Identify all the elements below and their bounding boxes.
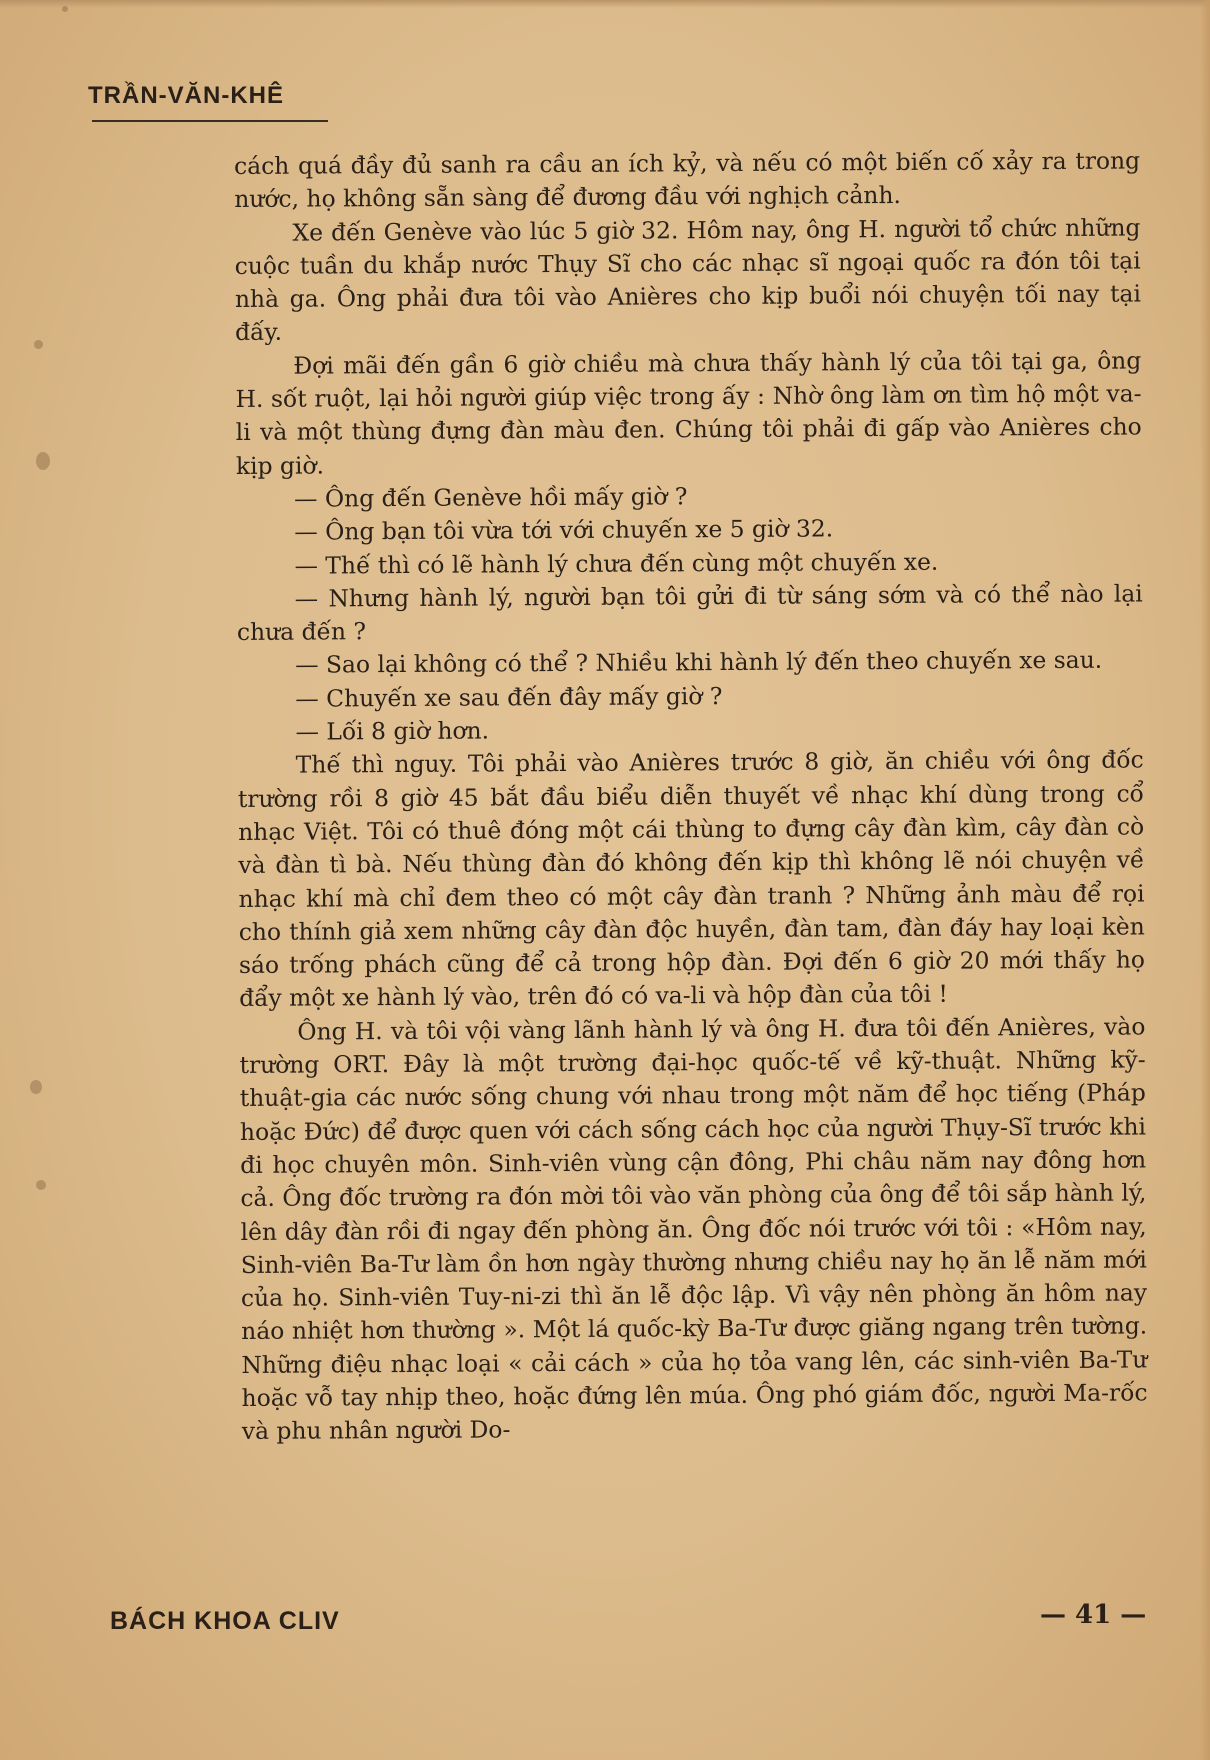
dialogue-line: — Sao lại không có thể ? Nhiều khi hành lý đến theo chuyến xe sau.	[295, 646, 1103, 680]
dialogue-line: — Ông đến Genève hồi mấy giờ ?	[294, 482, 688, 513]
paragraph: Thế thì nguy. Tôi phải vào Anières trước 8 giờ, ăn chiều với ông đốc trường rồi 8 giờ 45 bắt đầu biểu diễn thuyết về nhạc khí dùng trong cổ nhạc Việt. Tôi có thuê đóng một cái thùng to đựng cây đàn kìm, cây đàn cò và đàn tì bà. Nếu thùng đàn đó không đến kịp thì không lẽ nói chuyện về nhạc khí mà chỉ đem theo có một cây đàn tranh ? Những ảnh màu để rọi cho thính giả xem những cây đàn độc huyền, đàn tam, đàn đáy hay loại kèn sáo trống phách cũng để cả trong hộp đàn. Đợi đến 6 giờ 20 mới thấy họ đẩy một xe hành lý vào, trên đó có va-li và hộp đàn của tôi !	[237, 745, 1146, 1013]
paper-stain	[34, 340, 43, 349]
dialogue-line: — Lối 8 giờ hơn.	[295, 716, 490, 746]
paragraph: Ông H. và tôi vội vàng lãnh hành lý và ông H. đưa tôi đến Anières, vào trường ORT. Đây là một trường đại-học quốc-tế về kỹ-thuật. Những kỹ-thuật-gia các nước sống chung với nhau trong một năm để học tiếng (Pháp hoặc Đức) để được quen với cách sống cách học của người Thụy-Sĩ trước khi đi học chuyên môn. Sinh-viên vùng cận đông, Phi châu năm nay đông hơn cả. Ông đốc trường ra đón mời tôi vào văn phòng của ông để tôi sắp hành lý, lên dây đàn rồi đi ngay đến phòng ăn. Ông đốc nói trước với tôi : «Hôm nay, Sinh-viên Ba-Tư làm ồn hơn ngày thường nhưng chiều nay họ ăn lễ năm mới của họ. Sinh-viên Tuy-ni-zi thì ăn lễ độc lập. Vì vậy nên phòng ăn hôm nay náo nhiệt hơn thường ». Một lá quốc-kỳ Ba-Tư được giăng ngang trên tường. Những điệu nhạc loại « cải cách » của họ tỏa vang lên, các sinh-viên Ba-Tư hoặc vỗ tay nhịp theo, hoặc đứng lên múa. Ông phó giám đốc, người Ma-rốc và phu nhân người Do-	[239, 1012, 1148, 1446]
paper-edge-top	[0, 0, 1210, 8]
body-text	[234, 144, 1148, 1448]
journal-footer: BÁCH KHOA CLIV	[110, 1607, 340, 1635]
paragraph: Đợi mãi đến gần 6 giờ chiều mà chưa thấy hành lý của tôi tại ga, ông H. sốt ruột, lại hỏi người giúp việc trong ấy : Nhờ ông làm ơn tìm hộ một va-li và một thùng đựng đàn màu đen. Chúng tôi phải đi gấp vào Anières cho kịp giờ.	[235, 346, 1142, 480]
page-number: — 41 —	[1040, 1600, 1147, 1630]
paper-stain	[30, 1080, 42, 1094]
paper-edge-right	[1200, 0, 1210, 1760]
paper-stain	[62, 6, 68, 12]
header-rule	[92, 120, 328, 122]
dialogue-line: — Ông bạn tôi vừa tới với chuyến xe 5 giờ 32.	[294, 514, 834, 546]
paragraph: Xe đến Genève vào lúc 5 giờ 32. Hôm nay, ông H. người tổ chức những cuộc tuần du khắp nước Thụy Sĩ cho các nhạc sĩ ngoại quốc ra đón tôi tại nhà ga. Ông phải đưa tôi vào Anières cho kịp buổi nói chuyện tối nay tại đấy.	[234, 213, 1141, 347]
running-header: TRẦN-VĂN-KHÊ	[88, 82, 284, 109]
dialogue-line: — Thế thì có lẽ hành lý chưa đến cùng một chuyến xe.	[294, 547, 939, 580]
dialogue-line: — Chuyến xe sau đến đây mấy giờ ?	[295, 681, 723, 713]
paper-stain	[36, 1180, 46, 1190]
paper-stain	[36, 452, 50, 470]
paragraph: cách quá đầy đủ sanh ra cầu an ích kỷ, và nếu có một biến cố xảy ra trong nước, họ không sẵn sàng để đương đầu với nghịch cảnh.	[234, 146, 1141, 214]
dialogue-line: — Nhưng hành lý, người bạn tôi gửi đi từ sáng sớm và có thể nào lại chưa đến ?	[236, 579, 1143, 647]
